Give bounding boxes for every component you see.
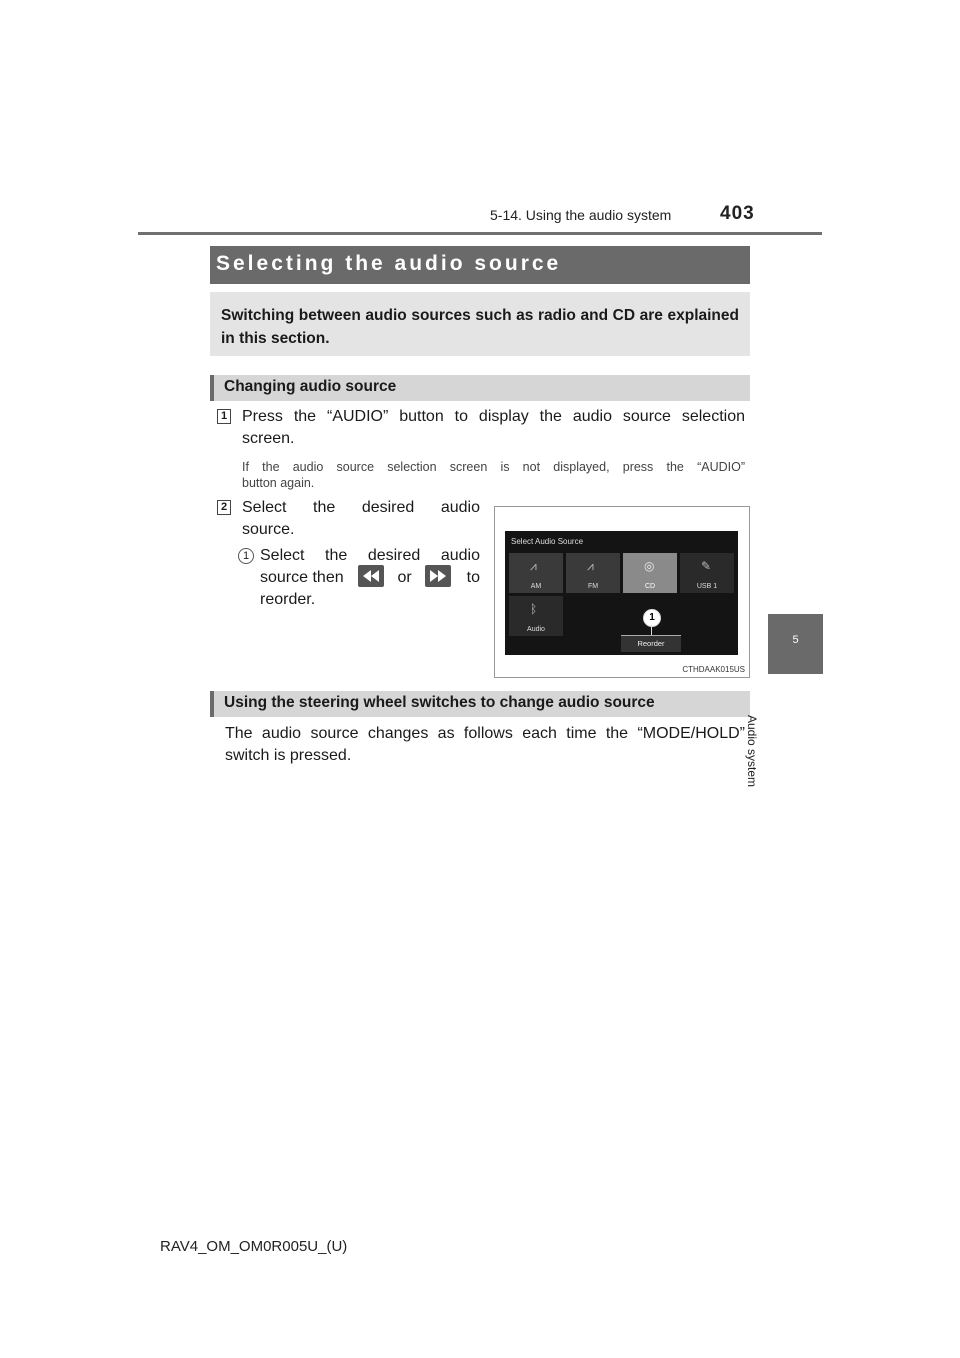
- step1-text-line2: screen.: [242, 430, 295, 447]
- antenna-icon: ⩘: [587, 559, 594, 573]
- page-number: 403: [720, 203, 755, 224]
- audio-source-screen-figure: [494, 506, 750, 678]
- steering-text-line1: The audio source changes as follows each time the “MODE/HOLD”: [225, 725, 745, 742]
- callout-line: [651, 625, 652, 635]
- chapter-tab: [768, 614, 823, 674]
- step1-note-line1: If the audio source selection screen is not displayed, press the “AUDIO”: [242, 460, 745, 474]
- tile-label: FM: [587, 583, 599, 590]
- substep-text-to: to: [466, 569, 480, 586]
- subsection-bar-steering-switches: [210, 691, 750, 717]
- step2-text-line2: source.: [242, 521, 295, 538]
- bluetooth-icon: ᛒ: [530, 602, 538, 616]
- tile-label: USB 1: [696, 583, 718, 590]
- page-title: Selecting the audio source: [216, 252, 562, 275]
- substep-text-line3: reorder.: [260, 591, 316, 608]
- subsection-title: Changing audio source: [224, 378, 397, 395]
- subsection-bar-changing-source: [210, 375, 750, 401]
- section-header: 5-14. Using the audio system: [490, 207, 672, 223]
- tile-bluetooth-audio: [509, 596, 563, 636]
- page-title-bar: [210, 246, 750, 284]
- screen-title: Select Audio Source: [511, 537, 584, 546]
- disc-icon: ◎: [644, 559, 655, 573]
- usb-icon: ✎: [701, 559, 712, 573]
- step2-text-line1: Select the desired audio: [242, 499, 480, 516]
- intro-box: [210, 292, 750, 356]
- substep-text-line2: [260, 567, 480, 589]
- figure-code: CTHDAAK015US: [682, 665, 745, 674]
- reorder-button: Reorder: [621, 635, 681, 652]
- step1-note-line2: button again.: [242, 476, 315, 490]
- screen-display: [505, 531, 738, 655]
- tile-label: AM: [530, 583, 542, 590]
- antenna-icon: ⩘: [530, 559, 537, 573]
- tile-label: CD: [644, 583, 656, 590]
- step-number: 1: [217, 409, 231, 424]
- substep-text-line1: Select the desired audio: [260, 547, 480, 564]
- substep-text-source-then: source then: [260, 569, 344, 587]
- tile-label: Audio: [527, 626, 545, 633]
- substep-text-or: or: [397, 569, 412, 587]
- callout-marker: 1: [643, 609, 661, 627]
- tile-am: [509, 553, 563, 593]
- intro-text: Switching between audio sources such as radio and CD are explained in this section.: [221, 307, 739, 347]
- rewind-icon: [358, 565, 384, 587]
- substep-number: 1: [238, 548, 254, 564]
- tile-cd: [623, 553, 677, 593]
- tile-fm: [566, 553, 620, 593]
- tile-usb: [680, 553, 734, 593]
- chapter-number: 5: [792, 634, 799, 646]
- step1-text-line1: Press the “AUDIO” button to display the audio source selection: [242, 408, 745, 425]
- steering-text-line2: switch is pressed.: [225, 747, 352, 764]
- step-number: 2: [217, 500, 231, 515]
- footer-code: RAV4_OM_OM0R005U_(U): [160, 1238, 348, 1255]
- fast-forward-icon: [425, 565, 451, 587]
- chapter-label: Audio system: [744, 715, 759, 788]
- subsection-title: Using the steering wheel switches to change audio source: [224, 694, 655, 711]
- header-divider: [138, 232, 822, 235]
